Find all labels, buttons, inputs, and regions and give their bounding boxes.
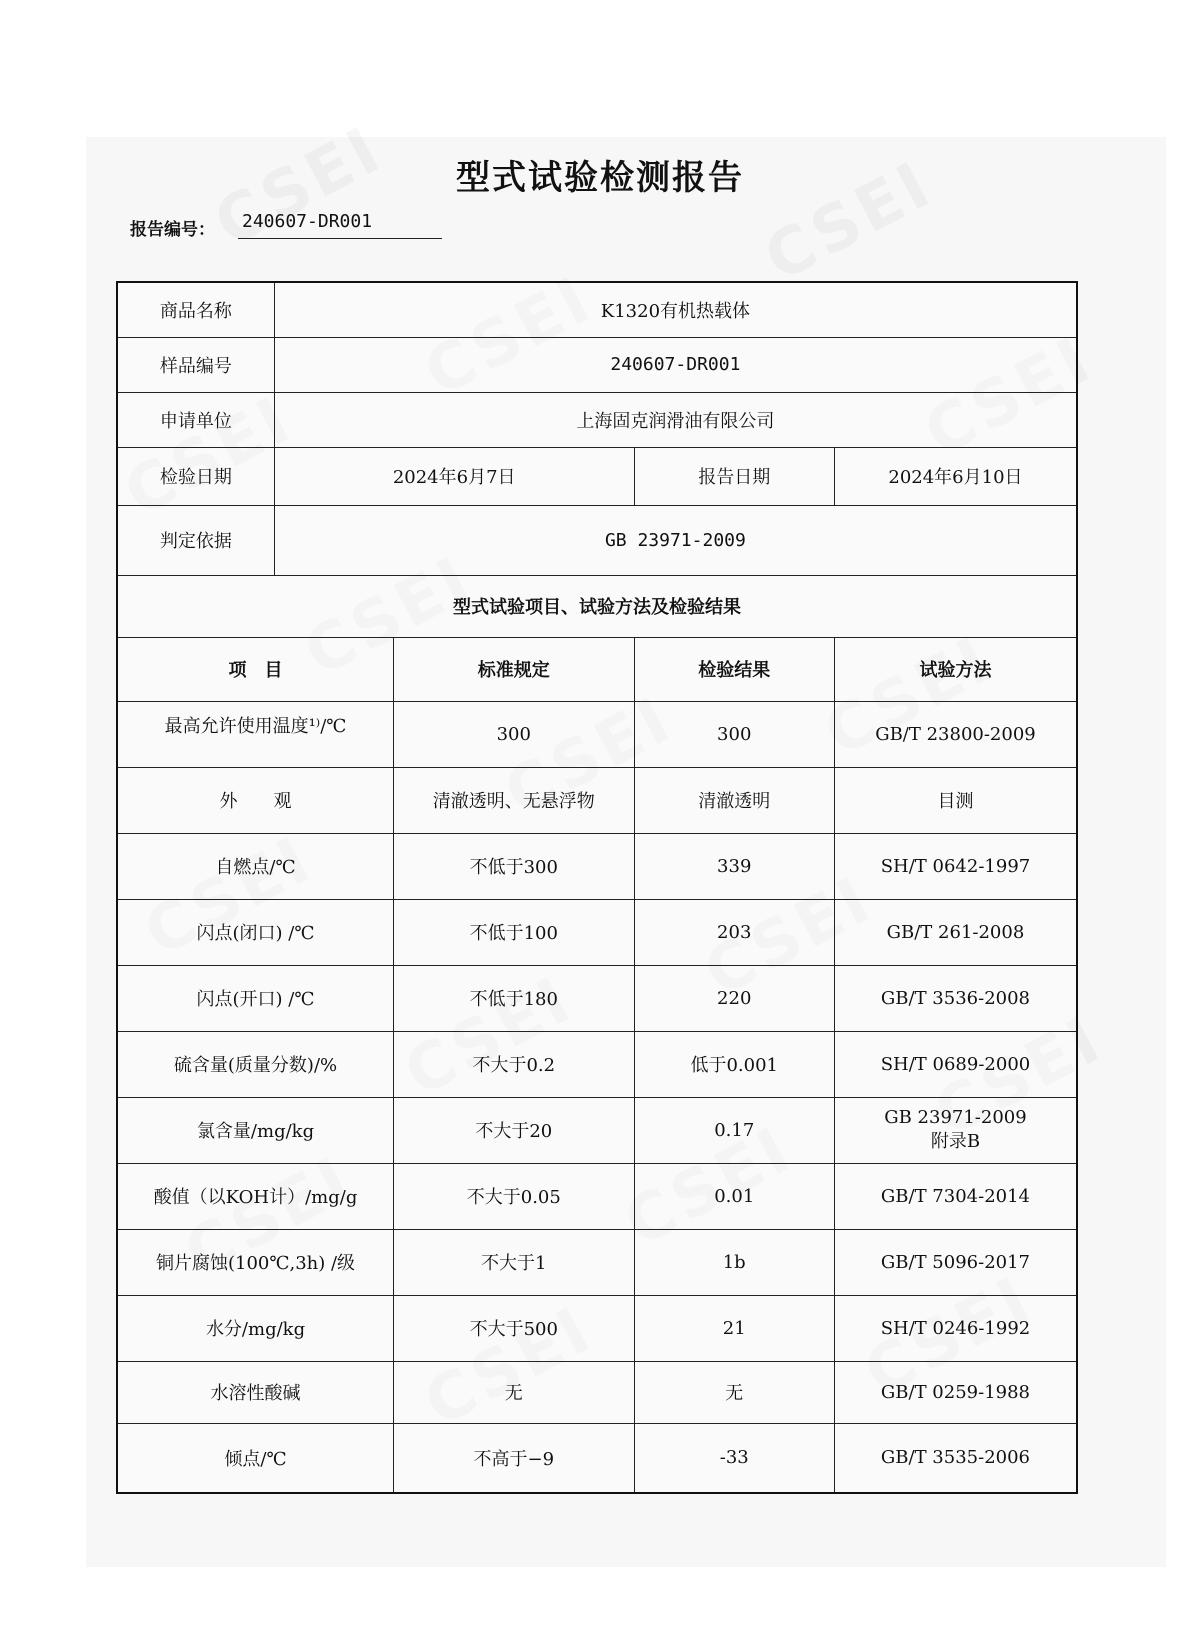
table-row: [117, 1031, 1077, 1097]
applicant-label: 申请单位: [117, 392, 274, 447]
item-cell: 硫含量(质量分数)/%: [117, 1031, 394, 1097]
table-row: [117, 1229, 1077, 1295]
standard-cell: 不低于300: [394, 833, 634, 899]
method-cell: SH/T 0246-1992: [834, 1295, 1077, 1361]
table-row: [117, 767, 1077, 833]
table-row: [117, 833, 1077, 899]
item-cell: 酸值（以KOH计）/mg/g: [117, 1163, 394, 1229]
document-title: 型式试验检测报告: [456, 158, 744, 198]
column-header-item: 项 目: [117, 637, 394, 701]
item-cell: 氯含量/mg/kg: [117, 1097, 394, 1163]
method-cell: GB/T 0259-1988: [834, 1361, 1077, 1423]
report-number-label: 报告编号：: [130, 220, 215, 240]
item-cell: 铜片腐蚀(100℃,3h) /级: [117, 1229, 394, 1295]
applicant-value: 上海固克润滑油有限公司: [274, 392, 1077, 447]
table-row: [117, 1361, 1077, 1423]
item-cell: 闪点(闭口) /℃: [117, 899, 394, 965]
column-header-standard: 标准规定: [394, 637, 634, 701]
result-cell: 203: [634, 899, 834, 965]
standard-cell: 不大于1: [394, 1229, 634, 1295]
method-cell: SH/T 0689-2000: [834, 1031, 1077, 1097]
report-number-value: 240607-DR001: [238, 211, 442, 239]
basis-row: [117, 505, 1077, 575]
standard-cell: 不大于0.2: [394, 1031, 634, 1097]
result-cell: 无: [634, 1361, 834, 1423]
standard-cell: 无: [394, 1361, 634, 1423]
standard-cell: 300: [394, 701, 634, 767]
section-title-row: [117, 575, 1077, 637]
method-line: GB 23971-2009: [884, 1107, 1027, 1128]
standard-cell: 不低于100: [394, 899, 634, 965]
standard-cell: 不大于0.05: [394, 1163, 634, 1229]
test-date-label: 检验日期: [117, 447, 274, 505]
table-row: [117, 965, 1077, 1031]
method-cell: 目测: [834, 767, 1077, 833]
method-cell: GB/T 261-2008: [834, 899, 1077, 965]
basis-value: GB 23971-2009: [274, 505, 1077, 575]
method-line: 附录B: [930, 1131, 981, 1152]
column-header-method: 试验方法: [834, 637, 1077, 701]
result-cell: 1b: [634, 1229, 834, 1295]
result-cell: -33: [634, 1423, 834, 1493]
product-name-label: 商品名称: [117, 282, 274, 337]
result-cell: 220: [634, 965, 834, 1031]
product-name-value: K1320有机热载体: [274, 282, 1077, 337]
item-cell: 水分/mg/kg: [117, 1295, 394, 1361]
method-cell: SH/T 0642-1997: [834, 833, 1077, 899]
result-cell: 300: [634, 701, 834, 767]
method-cell: GB/T 3536-2008: [834, 965, 1077, 1031]
item-cell: 闪点(开口) /℃: [117, 965, 394, 1031]
standard-cell: 不低于180: [394, 965, 634, 1031]
item-cell: [117, 701, 394, 767]
item-cell: 倾点/℃: [117, 1423, 394, 1493]
sample-number-value: 240607-DR001: [274, 337, 1077, 392]
report-date-value: 2024年6月10日: [834, 447, 1077, 505]
column-header-result: 检验结果: [634, 637, 834, 701]
method-cell: GB/T 7304-2014: [834, 1163, 1077, 1229]
product-name-row: [117, 282, 1077, 337]
result-cell: 21: [634, 1295, 834, 1361]
item-cell: 外 观: [117, 767, 394, 833]
standard-cell: 清澈透明、无悬浮物: [394, 767, 634, 833]
table-row: [117, 1163, 1077, 1229]
item-cell: 自燃点/℃: [117, 833, 394, 899]
result-cell: 339: [634, 833, 834, 899]
basis-label: 判定依据: [117, 505, 274, 575]
standard-cell: 不大于500: [394, 1295, 634, 1361]
sample-number-label: 样品编号: [117, 337, 274, 392]
item-cell: 水溶性酸碱: [117, 1361, 394, 1423]
method-cell: GB/T 23800-2009: [834, 701, 1077, 767]
table-row: [117, 701, 1077, 767]
table-row: [117, 1295, 1077, 1361]
dates-row: [117, 447, 1077, 505]
method-cell: [834, 1097, 1077, 1163]
standard-cell: 不大于20: [394, 1097, 634, 1163]
result-cell: 0.01: [634, 1163, 834, 1229]
table-row: [117, 899, 1077, 965]
report-date-label: 报告日期: [634, 447, 834, 505]
section-title: 型式试验项目、试验方法及检验结果: [117, 575, 1077, 637]
table-row: [117, 1423, 1077, 1493]
result-cell: 低于0.001: [634, 1031, 834, 1097]
applicant-row: [117, 392, 1077, 447]
table-row: [117, 1097, 1077, 1163]
report-table: [116, 281, 1078, 1494]
item-text: 最高允许使用温度¹⁾/℃: [164, 716, 347, 737]
method-cell: GB/T 3535-2006: [834, 1423, 1077, 1493]
test-date-value: 2024年6月7日: [274, 447, 634, 505]
result-cell: 0.17: [634, 1097, 834, 1163]
result-cell: 清澈透明: [634, 767, 834, 833]
sample-number-row: [117, 337, 1077, 392]
standard-cell: 不高于−9: [394, 1423, 634, 1493]
method-cell: GB/T 5096-2017: [834, 1229, 1077, 1295]
column-header-row: [117, 637, 1077, 701]
